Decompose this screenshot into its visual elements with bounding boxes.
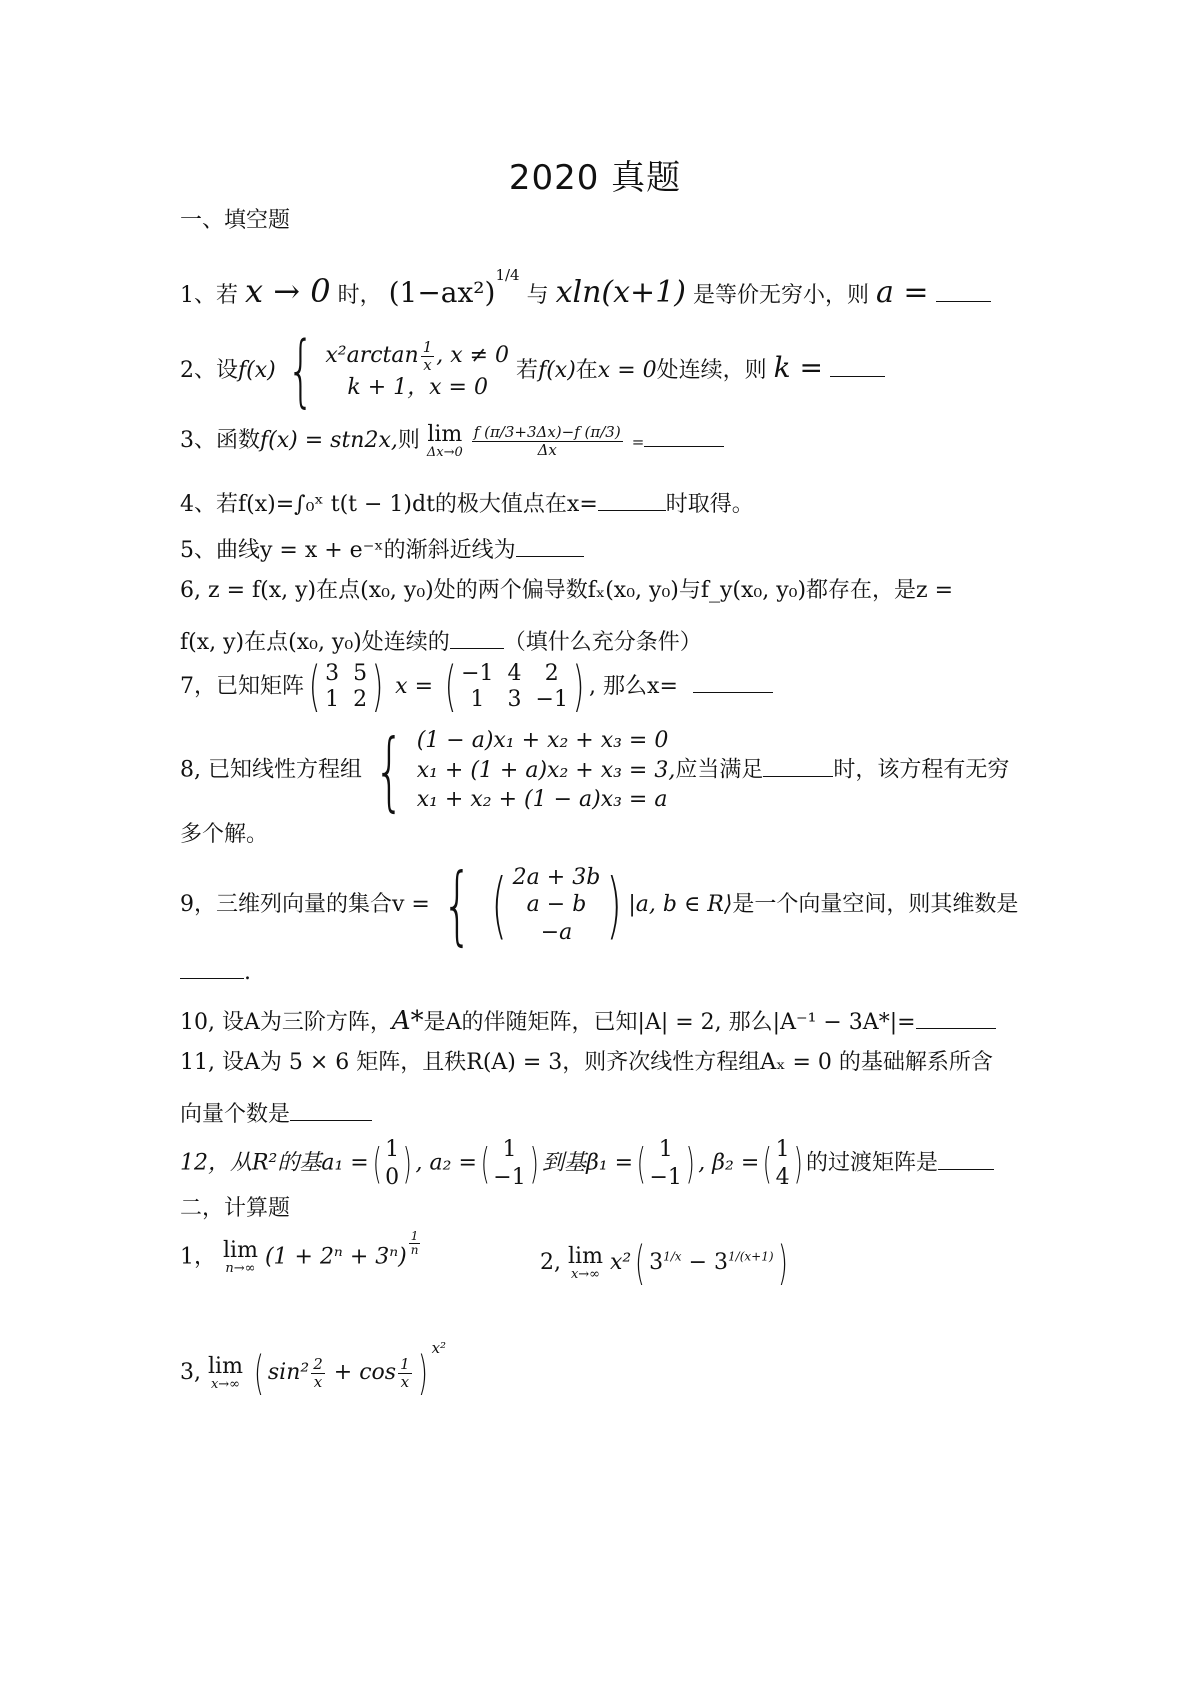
q12-a2-rparen: ) xyxy=(529,1138,539,1188)
q1-answer-blank[interactable] xyxy=(936,277,991,302)
q2-pre: 设 xyxy=(216,358,239,383)
q7-m1-left-paren: ( xyxy=(308,655,321,718)
q2-answer-blank[interactable] xyxy=(830,352,885,377)
q8-post1: 应当满足 xyxy=(675,757,764,783)
q2-function: f(x) xyxy=(238,358,276,383)
question-9 xyxy=(180,855,1019,955)
q5-text: 曲线y = x + e⁻ˣ的渐斜近线为 xyxy=(216,538,516,563)
q7-post: , 那么x= xyxy=(589,674,678,699)
page-title: 2020 真题 xyxy=(508,158,682,198)
q9-vector: 2a + 3b a − b −a xyxy=(512,864,601,945)
c2-term2-exp: 1/(x+1) xyxy=(728,1249,774,1264)
q2-case1-tail: , x ≠ 0 xyxy=(436,343,510,369)
q2-post3: 处连续，则 xyxy=(656,358,767,383)
q12-vector-a1: 1 0 xyxy=(385,1137,400,1190)
q8-equation-2: x₁ + (1 + a)x₂ + x₃ = 3, xyxy=(416,757,676,783)
q5-number: 5、 xyxy=(180,538,216,563)
q11-answer-blank[interactable] xyxy=(290,1096,372,1121)
q8-system xyxy=(417,726,676,815)
question-11-line-1: 11, 设A为 5 × 6 矩阵，且秩R(A) = 3，则齐次线性方程组Aₓ = 0 的基础解系所含 xyxy=(180,1050,993,1075)
c1-limit: lim n→∞ xyxy=(223,1238,258,1276)
question-2 xyxy=(180,326,885,416)
q1-number: 1、 xyxy=(180,283,216,308)
c3-left-paren: ( xyxy=(253,1346,264,1400)
q2-variable: k = xyxy=(773,351,823,384)
q6-line2-pre: f(x, y)在点(x₀, y₀)处连续的 xyxy=(180,630,450,655)
c2-term1: 3 xyxy=(649,1250,664,1275)
q7-mid: x = xyxy=(395,674,434,699)
q2-left-brace: { xyxy=(286,326,315,416)
q12-a2-lparen: ( xyxy=(480,1138,490,1188)
q8-equation-1: (1 − a)x₁ + x₂ + x₃ = 0 xyxy=(416,728,669,753)
q9-vec-left-paren: ( xyxy=(490,863,507,947)
q7-answer-blank[interactable] xyxy=(693,668,773,693)
question-6-line-2 xyxy=(180,624,702,656)
q9-pre: 9，三维列向量的集合v = xyxy=(180,892,430,917)
c2-limit: lim x→∞ xyxy=(568,1243,603,1282)
q9-vec-right-paren: ) xyxy=(606,863,623,947)
question-11-line-2 xyxy=(180,1096,372,1128)
question-7 xyxy=(180,655,773,718)
q12-b2-lparen: ( xyxy=(762,1138,772,1188)
q2-cases xyxy=(325,339,509,403)
q2-post1: 若 xyxy=(516,358,539,383)
c3-right-paren: ) xyxy=(417,1346,428,1400)
c3-exponent: x² xyxy=(431,1338,447,1357)
q10-astar: A* xyxy=(391,1006,424,1036)
q7-number: 7， xyxy=(180,674,216,699)
q10-mid: 是A的伴随矩阵，已知|A| = 2, 那么|A⁻¹ − 3A*|= xyxy=(423,1010,916,1035)
q4-number: 4、 xyxy=(180,492,216,517)
q2-number: 2、 xyxy=(180,358,216,383)
section-heading-computation: 二，计算题 xyxy=(180,1196,291,1221)
q1-with: 与 xyxy=(526,283,549,308)
q9-answer-blank[interactable] xyxy=(180,954,244,979)
q7-pre: 已知矩阵 xyxy=(216,674,305,699)
q12-a2-pre: , a₂ = xyxy=(415,1150,477,1176)
computation-2 xyxy=(540,1236,791,1290)
q1-post: 是等价无穷小，则 xyxy=(692,283,869,308)
q3-pre: 函数 xyxy=(216,428,261,453)
q12-b2-pre: , β₂ = xyxy=(698,1150,760,1176)
q3-fraction: $\frac{f (\pi/3+3\Delta x)-f (\pi/3)}{\Delta x}$ xyxy=(473,423,621,459)
c3-number: 3, xyxy=(180,1360,201,1385)
q10-answer-blank[interactable] xyxy=(916,1004,996,1029)
question-10 xyxy=(180,1004,996,1037)
q12-answer-blank[interactable] xyxy=(938,1145,994,1170)
q5-answer-blank[interactable] xyxy=(516,532,584,557)
q7-m1-right-paren: ) xyxy=(371,655,384,718)
q11-line2: 向量个数是 xyxy=(180,1102,291,1127)
q3-function: f(x) = stn2x, xyxy=(260,428,398,453)
c1-exponent: $\frac{1}{n}$ xyxy=(410,1229,419,1258)
c2-right-paren: ) xyxy=(777,1236,788,1290)
q2-condition: x = 0 xyxy=(597,358,657,383)
c3-frac2: $\frac{1}{x}$ xyxy=(400,1355,410,1391)
c3-plus: + xyxy=(333,1360,353,1385)
q7-m2-right-paren: ) xyxy=(572,655,585,718)
q12-vector-b2: 1 4 xyxy=(775,1137,790,1190)
q12-vector-a2: 1 −1 xyxy=(493,1137,526,1190)
q3-limit: lim Δx→0 xyxy=(426,421,463,460)
q10-pre: 10, 设A为三阶方阵， xyxy=(180,1010,392,1035)
q12-a1-lparen: ( xyxy=(372,1138,382,1188)
q12-b1-pre: 到基β₁ = xyxy=(542,1150,634,1176)
question-8-line-2: 多个解。 xyxy=(180,822,269,847)
c3-limit: lim x→∞ xyxy=(208,1353,243,1392)
q1-expr1: (1−ax²) xyxy=(388,276,496,309)
q12-pre: 12，从R²的基a₁ = xyxy=(180,1150,369,1176)
q8-post2: 时，该方程有无穷 xyxy=(833,757,1010,783)
q6-line2-post: （填什么充分条件） xyxy=(503,630,702,655)
q2-function-2: f(x) xyxy=(538,358,576,383)
q12-post: 的过渡矩阵是 xyxy=(806,1150,939,1176)
question-3 xyxy=(180,422,724,459)
q3-number: 3、 xyxy=(180,428,216,453)
question-12 xyxy=(180,1136,994,1191)
q2-case2: k + 1，x = 0 xyxy=(347,375,488,401)
q8-left-brace: { xyxy=(374,720,405,821)
q1-condition: x → 0 xyxy=(245,272,331,310)
question-1 xyxy=(180,265,991,311)
question-8 xyxy=(180,720,1010,821)
q2-post2: 在 xyxy=(575,358,598,383)
q1-mid: 时， xyxy=(337,283,382,308)
c3-term1: sin² xyxy=(267,1360,310,1385)
computation-1 xyxy=(180,1229,422,1276)
section-heading-fill-blank: 一、填空题 xyxy=(180,208,291,233)
q9-post: 是一个向量空间，则其维数是 xyxy=(732,892,1019,917)
q8-equation-3: x₁ + x₂ + (1 − a)x₃ = a xyxy=(416,787,668,813)
computation-3 xyxy=(180,1338,447,1400)
q1-pre: 若 xyxy=(216,283,239,308)
c2-number: 2, xyxy=(540,1250,561,1275)
q3-equals: = xyxy=(631,433,645,451)
q12-b1-rparen: ) xyxy=(685,1138,695,1188)
q1-expr2: xln(x+1) xyxy=(555,275,686,310)
q1-exponent: 1/4 xyxy=(495,265,520,284)
c1-expression: (1 + 2ⁿ + 3ⁿ) xyxy=(264,1244,407,1270)
q2-case1-frac: $\frac{1}{x}$ xyxy=(422,338,433,374)
q4-post: 时取得。 xyxy=(665,492,754,517)
c3-term2: cos xyxy=(359,1360,397,1385)
q3-then: 则 xyxy=(397,428,420,453)
q12-a1-rparen: ) xyxy=(402,1138,412,1188)
q7-m2-left-paren: ( xyxy=(444,655,457,718)
question-9-line-2 xyxy=(180,954,251,986)
q8-answer-blank[interactable] xyxy=(763,752,833,777)
c2-expression: x² xyxy=(609,1250,632,1275)
q9-left-brace: { xyxy=(442,855,473,955)
q2-case1: x²arctan xyxy=(325,343,419,369)
c2-term2: 3 xyxy=(714,1250,729,1275)
q4-text: 若f(x)=∫₀ˣ t(t − 1)dt的极大值点在x= xyxy=(216,492,598,517)
q4-answer-blank[interactable] xyxy=(598,486,666,511)
q8-pre: 8, 已知线性方程组 xyxy=(180,757,362,783)
q12-vector-b1: 1 −1 xyxy=(649,1137,682,1190)
q6-answer-blank[interactable] xyxy=(450,624,504,649)
q3-answer-blank[interactable] xyxy=(644,422,724,447)
question-5 xyxy=(180,532,584,564)
q7-matrix-1: 3 5 1 2 xyxy=(325,660,368,712)
q12-b2-rparen: ) xyxy=(793,1138,803,1188)
c2-left-paren: ( xyxy=(635,1236,646,1290)
question-6-line-1: 6, z = f(x, y)在点(x₀, y₀)处的两个偏导数fₓ(x₀, y₀)与f_y(x₀, y₀)都存在，是z = xyxy=(180,578,954,603)
q9-condition: |a, b ∈ R⟩ xyxy=(628,892,733,917)
c3-frac1: $\frac{2}{x}$ xyxy=(313,1355,323,1391)
question-4 xyxy=(180,486,754,518)
q1-variable: a = xyxy=(876,275,929,310)
c2-minus: − xyxy=(688,1250,708,1275)
q7-matrix-2: −1 4 2 1 3 −1 xyxy=(461,660,568,712)
q9-end: . xyxy=(244,960,251,985)
c2-term1-exp: 1/x xyxy=(663,1249,682,1264)
c1-number: 1， xyxy=(180,1244,216,1270)
q12-b1-lparen: ( xyxy=(636,1138,646,1188)
